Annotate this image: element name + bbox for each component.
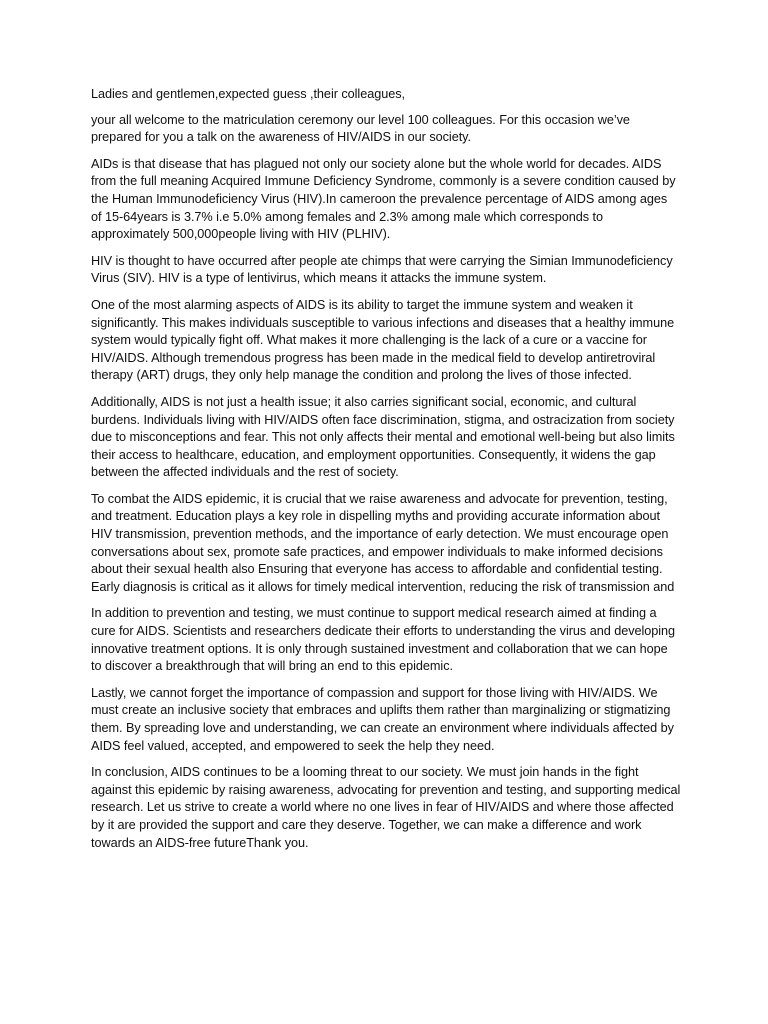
welcome-paragraph: your all welcome to the matriculation ceremony our level 100 colleagues. For this occasion we’ve prepared for you a talk on the awareness of HIV/AIDS in our society.: [91, 112, 630, 145]
document-page: [91, 86, 681, 861]
conclusion-paragraph: In conclusion, AIDS continues to be a looming threat to our society. We must join hands in the fight against this epidemic by raising awareness, advocating for prevention and testing, and supporting medical research. Let us strive to create a world where no one lives in fear of HIV/AIDS and where those affected by it are provided the support and care they deserve. Together, we can make a difference and work towards an AIDS-free futureThank you.: [91, 765, 681, 850]
hiv-origin-paragraph: HIV is thought to have occurred after people ate chimps that were carrying the Simian Immunodeficiency Virus (SIV). HIV is a type of lentivirus, which means it attacks the immune system.: [91, 253, 673, 286]
aids-definition-paragraph: AIDs is that disease that has plagued not only our society alone but the whole world for decades. AIDS from the full meaning Acquired Immune Deficiency Syndrome, commonly is a severe condition caused by the Human Immunodeficiency Virus (HIV).In cameroon the prevalence percentage of AIDS among ages of 15-64years is 3.7% i.e 5.0% among females and 2.3% among male which corresponds to approximately 500,000people living with HIV (PLHIV).: [91, 156, 676, 242]
immune-system-paragraph: One of the most alarming aspects of AIDS is its ability to target the immune system and weaken it significantly. This makes individuals susceptible to various infections and diseases that a healthy immune system would typically fight off. What makes it more challenging is the lack of a cure or a vaccine for HIV/AIDS. Although tremendous progress has been made in the medical field to develop antiretroviral therapy (ART) drugs, they only help manage the condition and prolong the lives of those infected.: [91, 297, 675, 383]
salutation-paragraph: Ladies and gentlemen,expected guess ,their colleagues,: [91, 87, 405, 101]
social-burden-paragraph: Additionally, AIDS is not just a health issue; it also carries significant social, economic, and cultural burdens. Individuals living with HIV/AIDS often face discrimination, stigma, and ostracization from society due to misconceptions and fear. This not only affects their mental and emotional well-being but also limits their access to healthcare, education, and employment opportunities. Consequently, it widens the gap between the affected individuals and the rest of society.: [91, 394, 675, 480]
research-paragraph: In addition to prevention and testing, we must continue to support medical research aimed at finding a cure for AIDS. Scientists and researchers dedicate their efforts to understanding the virus and developing innovative treatment options. It is only through sustained investment and collaboration that we can hope to discover a breakthrough that will bring an end to this epidemic.: [91, 606, 676, 674]
prevention-paragraph: To combat the AIDS epidemic, it is crucial that we raise awareness and advocate for prevention, testing, and treatment. Education plays a key role in dispelling myths and providing accurate information about HIV transmission, prevention methods, and the importance of early detection. We must encourage open conversations about sex, promote safe practices, and empower individuals to make informed decisions about their sexual health also Ensuring that everyone has access to affordable and confidential testing. Early diagnosis is critical as it allows for timely medical intervention, reducing the risk of transmission and: [91, 491, 675, 594]
compassion-paragraph: Lastly, we cannot forget the importance of compassion and support for those living with HIV/AIDS. We must create an inclusive society that embraces and uplifts them rather than marginalizing or stigmatizing them. By spreading love and understanding, we can create an environment where individuals affected by AIDS feel valued, accepted, and empowered to seek the help they need.: [91, 685, 674, 753]
